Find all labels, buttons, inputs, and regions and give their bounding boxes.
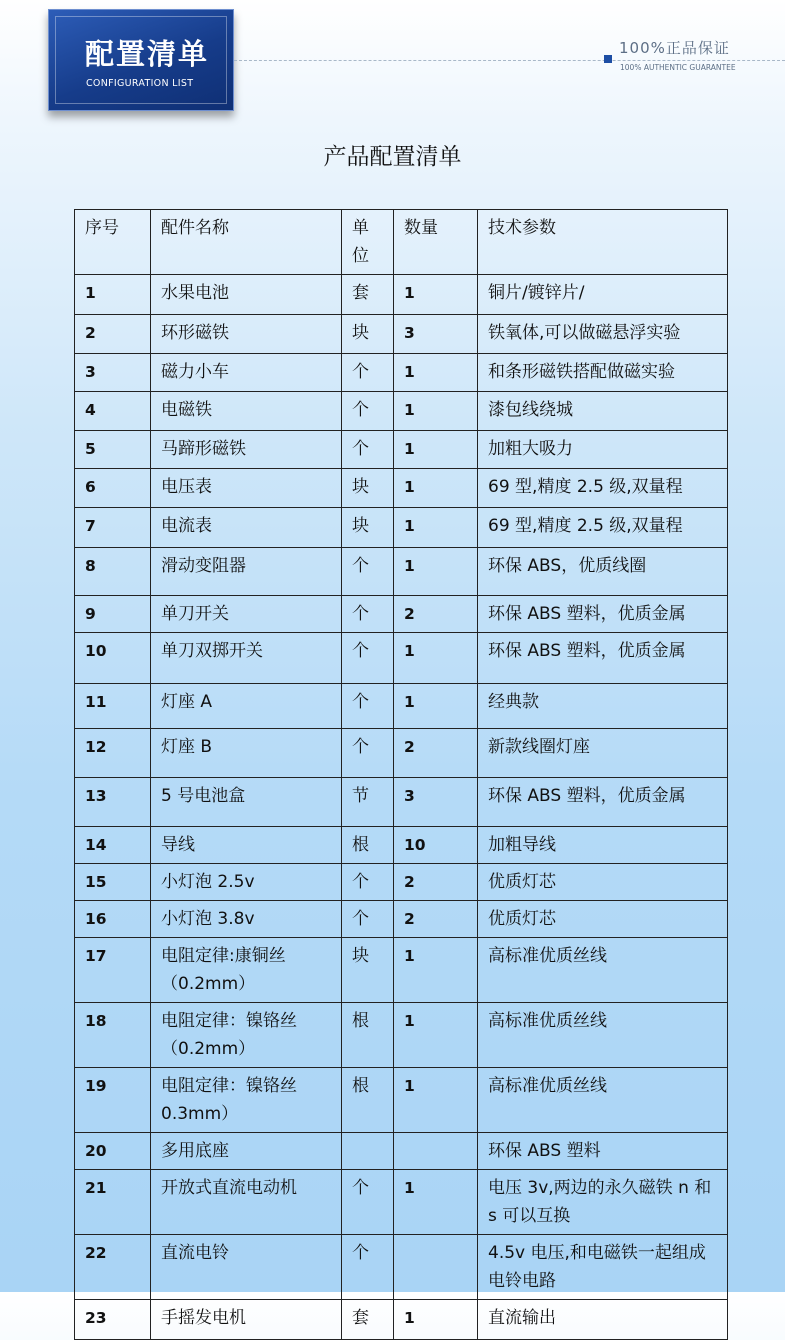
cell-unit: 根 — [342, 827, 394, 864]
cell-spec: 加粗导线 — [478, 827, 728, 864]
cell-index: 6 — [75, 469, 151, 508]
header-cell-quantity: 数量 — [394, 210, 478, 275]
table-row — [75, 1003, 728, 1068]
table-row — [75, 778, 728, 827]
header-cell-index: 序号 — [75, 210, 151, 275]
cell-unit: 块 — [342, 938, 394, 1003]
cell-unit: 个 — [342, 1235, 394, 1300]
cell-unit — [342, 1133, 394, 1170]
table-header-row — [75, 210, 728, 275]
cell-name: 单刀开关 — [151, 596, 342, 633]
cell-unit: 个 — [342, 684, 394, 729]
table-row — [75, 1235, 728, 1300]
configuration-table — [74, 209, 728, 1340]
cell-quantity: 1 — [394, 508, 478, 548]
cell-unit: 个 — [342, 633, 394, 684]
cell-name: 电磁铁 — [151, 392, 342, 431]
cell-index: 10 — [75, 633, 151, 684]
cell-spec: 铜片/镀锌片/ — [478, 275, 728, 315]
cell-index: 15 — [75, 864, 151, 901]
cell-name: 开放式直流电动机 — [151, 1170, 342, 1235]
cell-quantity: 1 — [394, 469, 478, 508]
cell-name: 滑动变阻器 — [151, 548, 342, 596]
cell-spec: 经典款 — [478, 684, 728, 729]
cell-index: 11 — [75, 684, 151, 729]
cell-quantity: 2 — [394, 901, 478, 938]
cell-index: 23 — [75, 1300, 151, 1340]
cell-index: 1 — [75, 275, 151, 315]
cell-name: 灯座 B — [151, 729, 342, 778]
cell-spec: 漆包线绕城 — [478, 392, 728, 431]
badge-title: 配置清单 — [85, 37, 210, 71]
table-row — [75, 864, 728, 901]
guarantee-square-icon — [604, 55, 612, 63]
cell-unit: 节 — [342, 778, 394, 827]
cell-quantity: 10 — [394, 827, 478, 864]
cell-spec: 优质灯芯 — [478, 901, 728, 938]
cell-index: 13 — [75, 778, 151, 827]
cell-unit: 个 — [342, 431, 394, 469]
cell-spec: 环保 ABS 塑料，优质金属 — [478, 633, 728, 684]
cell-name: 多用底座 — [151, 1133, 342, 1170]
cell-unit: 套 — [342, 1300, 394, 1340]
cell-quantity: 1 — [394, 1300, 478, 1340]
cell-index: 3 — [75, 354, 151, 392]
cell-quantity: 1 — [394, 392, 478, 431]
cell-quantity: 3 — [394, 315, 478, 354]
cell-index: 16 — [75, 901, 151, 938]
cell-quantity: 2 — [394, 596, 478, 633]
cell-spec: 环保 ABS，优质线圈 — [478, 548, 728, 596]
cell-name: 导线 — [151, 827, 342, 864]
table-row — [75, 1300, 728, 1340]
table-row — [75, 431, 728, 469]
table-row — [75, 827, 728, 864]
cell-spec: 高标准优质丝线 — [478, 1003, 728, 1068]
cell-unit: 个 — [342, 901, 394, 938]
cell-index: 22 — [75, 1235, 151, 1300]
cell-unit: 根 — [342, 1003, 394, 1068]
cell-index: 17 — [75, 938, 151, 1003]
cell-spec: 高标准优质丝线 — [478, 1068, 728, 1133]
cell-name: 水果电池 — [151, 275, 342, 315]
cell-spec: 环保 ABS 塑料 — [478, 1133, 728, 1170]
cell-quantity: 1 — [394, 938, 478, 1003]
table-row — [75, 684, 728, 729]
cell-index: 12 — [75, 729, 151, 778]
cell-name: 小灯泡 2.5v — [151, 864, 342, 901]
document-title: 产品配置清单 — [323, 144, 462, 170]
cell-quantity: 2 — [394, 729, 478, 778]
cell-name: 电阻定律:康铜丝（0.2mm） — [151, 938, 342, 1003]
badge-subtitle: CONFIGURATION LIST — [86, 78, 194, 89]
table-row — [75, 548, 728, 596]
cell-index: 20 — [75, 1133, 151, 1170]
cell-spec: 环保 ABS 塑料，优质金属 — [478, 778, 728, 827]
cell-name: 手摇发电机 — [151, 1300, 342, 1340]
table-row — [75, 633, 728, 684]
cell-unit: 块 — [342, 469, 394, 508]
cell-spec: 加粗大吸力 — [478, 431, 728, 469]
cell-unit: 块 — [342, 508, 394, 548]
cell-index: 7 — [75, 508, 151, 548]
cell-quantity: 1 — [394, 548, 478, 596]
cell-quantity — [394, 1235, 478, 1300]
cell-quantity: 2 — [394, 864, 478, 901]
cell-name: 小灯泡 3.8v — [151, 901, 342, 938]
cell-unit: 个 — [342, 392, 394, 431]
cell-quantity: 1 — [394, 354, 478, 392]
table-row — [75, 315, 728, 354]
cell-index: 14 — [75, 827, 151, 864]
cell-index: 4 — [75, 392, 151, 431]
guarantee-title: 100%正品保证 — [619, 39, 730, 57]
cell-name: 直流电铃 — [151, 1235, 342, 1300]
cell-quantity: 1 — [394, 684, 478, 729]
cell-unit: 个 — [342, 548, 394, 596]
header-divider — [234, 60, 785, 61]
cell-index: 2 — [75, 315, 151, 354]
table-row — [75, 1133, 728, 1170]
table-row — [75, 938, 728, 1003]
cell-spec: 直流输出 — [478, 1300, 728, 1340]
cell-unit: 个 — [342, 864, 394, 901]
cell-unit: 个 — [342, 596, 394, 633]
cell-unit: 套 — [342, 275, 394, 315]
cell-index: 9 — [75, 596, 151, 633]
cell-unit: 个 — [342, 1170, 394, 1235]
cell-name: 5 号电池盒 — [151, 778, 342, 827]
cell-name: 磁力小车 — [151, 354, 342, 392]
cell-spec: 69 型,精度 2.5 级,双量程 — [478, 469, 728, 508]
cell-spec: 铁氧体,可以做磁悬浮实验 — [478, 315, 728, 354]
cell-index: 21 — [75, 1170, 151, 1235]
cell-quantity: 3 — [394, 778, 478, 827]
cell-name: 电流表 — [151, 508, 342, 548]
table-row — [75, 508, 728, 548]
header-cell-spec: 技术参数 — [478, 210, 728, 275]
cell-name: 灯座 A — [151, 684, 342, 729]
cell-spec: 69 型,精度 2.5 级,双量程 — [478, 508, 728, 548]
cell-spec: 高标准优质丝线 — [478, 938, 728, 1003]
header-cell-name: 配件名称 — [151, 210, 342, 275]
cell-quantity: 1 — [394, 633, 478, 684]
table-row — [75, 1068, 728, 1133]
cell-name: 电阻定律：镍铬丝 0.3mm） — [151, 1068, 342, 1133]
cell-spec: 4.5v 电压,和电磁铁一起组成电铃电路 — [478, 1235, 728, 1300]
cell-name: 电压表 — [151, 469, 342, 508]
header-cell-unit: 单位 — [342, 210, 394, 275]
cell-quantity: 1 — [394, 1003, 478, 1068]
cell-index: 19 — [75, 1068, 151, 1133]
cell-name: 单刀双掷开关 — [151, 633, 342, 684]
table-row — [75, 469, 728, 508]
cell-quantity: 1 — [394, 275, 478, 315]
cell-index: 8 — [75, 548, 151, 596]
cell-quantity: 1 — [394, 431, 478, 469]
table-row — [75, 596, 728, 633]
cell-index: 18 — [75, 1003, 151, 1068]
table-row — [75, 729, 728, 778]
table-row — [75, 1170, 728, 1235]
cell-spec: 优质灯芯 — [478, 864, 728, 901]
cell-unit: 个 — [342, 729, 394, 778]
table-row — [75, 392, 728, 431]
cell-index: 5 — [75, 431, 151, 469]
cell-quantity: 1 — [394, 1170, 478, 1235]
cell-quantity: 1 — [394, 1068, 478, 1133]
table-row — [75, 901, 728, 938]
table-row — [75, 275, 728, 315]
cell-quantity — [394, 1133, 478, 1170]
cell-unit: 个 — [342, 354, 394, 392]
cell-spec: 和条形磁铁搭配做磁实验 — [478, 354, 728, 392]
table-row — [75, 354, 728, 392]
cell-spec: 环保 ABS 塑料，优质金属 — [478, 596, 728, 633]
cell-spec: 新款线圈灯座 — [478, 729, 728, 778]
guarantee-subtitle: 100% AUTHENTIC GUARANTEE — [620, 63, 736, 72]
section-badge — [48, 9, 234, 111]
cell-name: 马蹄形磁铁 — [151, 431, 342, 469]
cell-spec: 电压 3v,两边的永久磁铁 n 和 s 可以互换 — [478, 1170, 728, 1235]
cell-name: 电阻定律：镍铬丝（0.2mm） — [151, 1003, 342, 1068]
cell-unit: 块 — [342, 315, 394, 354]
cell-name: 环形磁铁 — [151, 315, 342, 354]
cell-unit: 根 — [342, 1068, 394, 1133]
